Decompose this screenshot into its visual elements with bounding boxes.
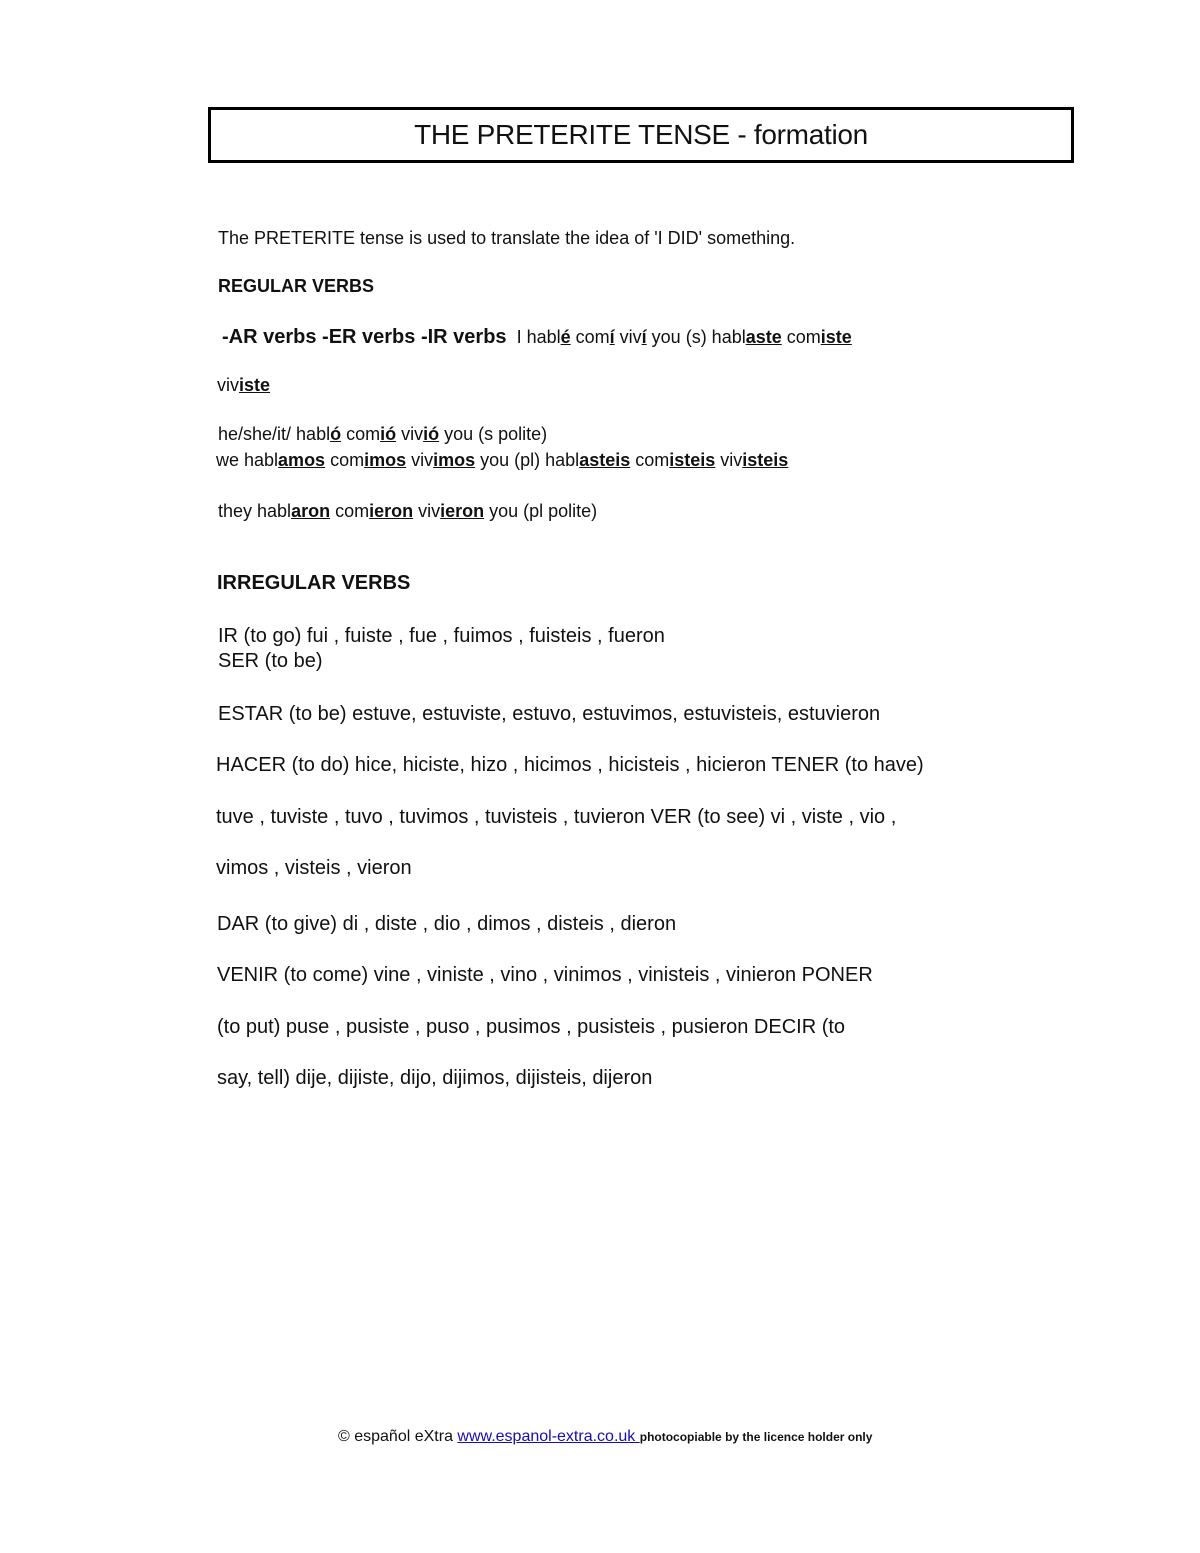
regular-row-3 [218, 424, 547, 445]
regular-row-2 [217, 375, 270, 396]
irregular-line: HACER (to do) hice, hiciste, hizo , hicimos , hicisteis , hicieron TENER (to have) [216, 754, 924, 776]
verb-groups-heading: -AR verbs -ER verbs -IR verbs [222, 326, 507, 348]
text-fragment: com [781, 327, 821, 347]
text-fragment: viv [217, 375, 239, 395]
ending: isteis [742, 450, 789, 470]
text-fragment: viv [406, 450, 434, 470]
ending: amos [278, 450, 326, 470]
irregular-line: (to put) puse , pusiste , puso , pusimos , pusisteis , pusieron DECIR (to [217, 1016, 846, 1038]
ending: í [609, 327, 615, 347]
text-fragment: com [341, 424, 381, 444]
text-fragment: com [325, 450, 365, 470]
irregular-line: VENIR (to come) vine , viniste , vino , vinimos , vinisteis , vinieron PONER [217, 964, 873, 986]
text-fragment: viv [715, 450, 743, 470]
ending: aron [291, 501, 331, 521]
ending: ió [423, 424, 440, 444]
text-fragment: I habl [516, 327, 561, 347]
ending: ieron [369, 501, 414, 521]
ending: imos [364, 450, 407, 470]
ending: isteis [669, 450, 716, 470]
regular-row-4 [216, 450, 788, 471]
irregular-line: DAR (to give) di , diste , dio , dimos , disteis , dieron [217, 913, 677, 935]
ending: aste [745, 327, 782, 347]
regular-row-1 [222, 326, 852, 349]
text-fragment: you (s) habl [646, 327, 746, 347]
text-fragment: viv [413, 501, 441, 521]
text-fragment: he/she/it/ habl [218, 424, 331, 444]
irregular-line: IR (to go) fui , fuiste , fue , fuimos , fuisteis , fueron [218, 625, 665, 647]
irregular-line: ESTAR (to be) estuve, estuviste, estuvo, estuvimos, estuvisteis, estuvieron [218, 703, 881, 725]
licence-note: photocopiable by the licence holder only [639, 1430, 873, 1444]
ending: imos [433, 450, 476, 470]
ending: asteis [579, 450, 631, 470]
text-fragment: viv [614, 327, 642, 347]
title-box [208, 107, 1074, 163]
text-fragment: com [330, 501, 370, 521]
ending: é [560, 327, 571, 347]
ending: iste [820, 327, 852, 347]
text-fragment: you (pl) habl [475, 450, 580, 470]
ending: ió [380, 424, 397, 444]
footer [338, 1428, 872, 1446]
irregular-line: say, tell) dije, dijiste, dijo, dijimos, dijisteis, dijeron [217, 1067, 653, 1089]
text-fragment: com [570, 327, 610, 347]
page-title: THE PRETERITE TENSE - formation [414, 119, 868, 150]
ending: ó [330, 424, 342, 444]
text-fragment: you (s polite) [439, 424, 548, 444]
irregular-heading: IRREGULAR VERBS [217, 572, 411, 594]
ending: ieron [440, 501, 485, 521]
intro-text: The PRETERITE tense is used to translate the idea of 'I DID' something. [218, 228, 796, 248]
text-fragment: we habl [216, 450, 279, 470]
ending: í [641, 327, 647, 347]
irregular-line: SER (to be) [218, 650, 323, 672]
regular-heading: REGULAR VERBS [218, 276, 375, 296]
copyright-text: © español eXtra [338, 1428, 458, 1445]
text-fragment: viv [396, 424, 424, 444]
irregular-line: tuve , tuviste , tuvo , tuvimos , tuvisteis , tuvieron VER (to see) vi , viste , vio , [216, 806, 897, 828]
regular-row-5 [218, 501, 597, 522]
ending: iste [239, 375, 271, 395]
text-fragment: you (pl polite) [484, 501, 598, 521]
text-fragment: they habl [218, 501, 292, 521]
website-link[interactable]: www.espanol-extra.co.uk [457, 1428, 640, 1445]
irregular-line: vimos , visteis , vieron [216, 857, 412, 879]
text-fragment: com [630, 450, 670, 470]
